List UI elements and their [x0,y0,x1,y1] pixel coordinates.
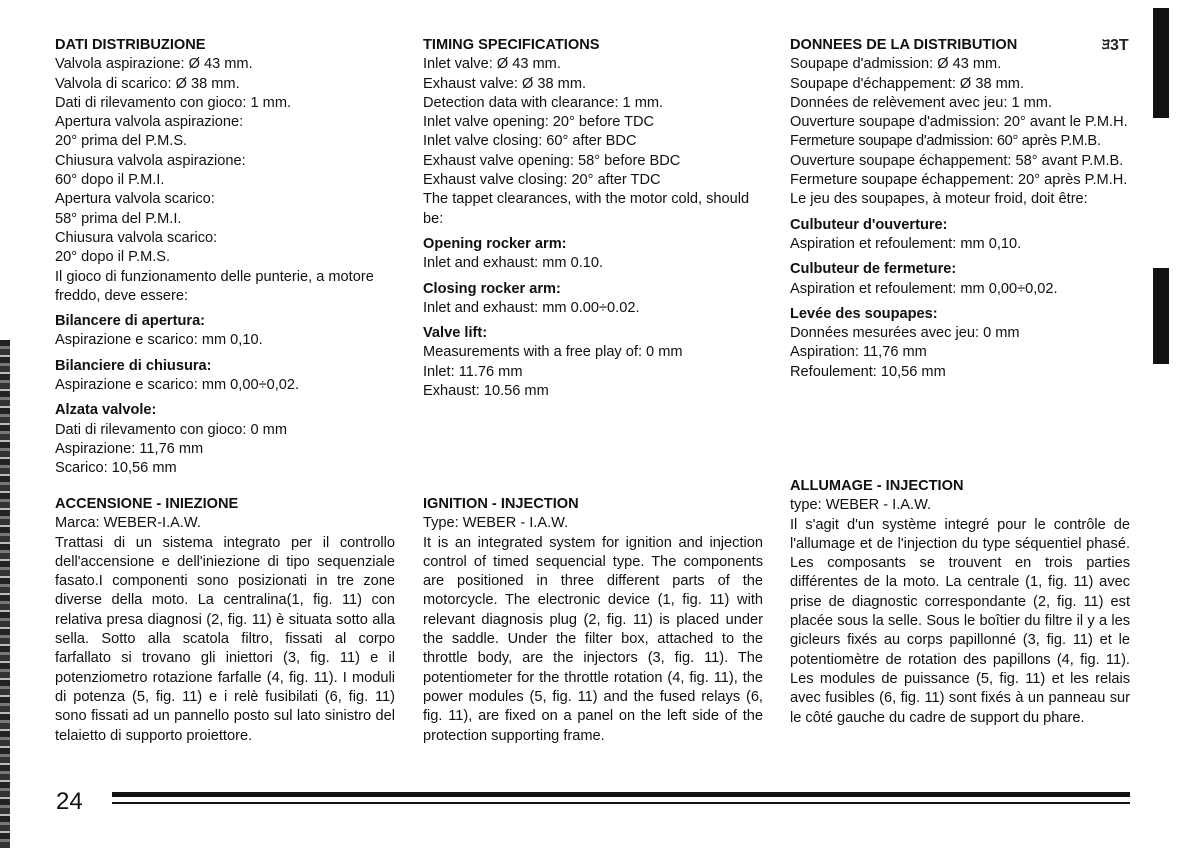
french-timing-line: Fermeture soupape échappement: 20° après P.M.H. [790,172,1128,189]
scan-edge-right-mid [1153,268,1169,364]
italian-valve-lift-line: Dati di rilevamento con gioco: 0 mm [55,421,287,438]
italian-timing-section [55,36,395,479]
scan-edge-left [0,340,10,848]
french-opening-rocker-text: Aspiration et refoulement: mm 0,10. [790,235,1022,252]
italian-timing-title: DATI DISTRIBUZIONE [55,37,206,53]
french-valve-lift-line: Refoulement: 10,56 mm [790,363,946,380]
french-valve-lift-title: Levée des soupapes: [790,305,938,322]
french-opening-rocker-title: Culbuteur d'ouverture: [790,216,948,233]
scan-edge-right-top [1153,8,1169,118]
scan-mark: ﾖ3T [1102,37,1129,54]
italian-valve-lift-line: Scarico: 10,56 mm [55,460,177,477]
french-valve-lift-line: Aspiration: 11,76 mm [790,344,927,361]
english-timing-line: Detection data with clearance: 1 mm. [423,94,664,111]
footer-rule-thin [112,802,1130,804]
french-timing-title: DONNEES DE LA DISTRIBUTION [790,37,1018,53]
french-ignition-section [790,477,1130,728]
italian-timing-line: 20° prima del P.M.S. [55,133,188,150]
french-ignition-type: type: WEBER - I.A.W. [790,497,932,514]
italian-ignition-title: ACCENSIONE - INIEZIONE [55,496,239,512]
italian-timing-line: Apertura valvola aspirazione: [55,114,244,131]
french-timing-line: Le jeu des soupapes, à moteur froid, doit être: [790,191,1088,208]
english-valve-lift-line: Measurements with a free play of: 0 mm [423,344,683,361]
italian-timing-line: Valvola di scarico: Ø 38 mm. [55,75,240,92]
english-closing-rocker-text: Inlet and exhaust: mm 0.00÷0.02. [423,299,640,316]
english-timing-line: Inlet valve opening: 20° before TDC [423,114,655,131]
english-closing-rocker-title: Closing rocker arm: [423,280,561,297]
english-timing-line: The tappet clearances, with the motor cold, should be: [423,191,750,227]
french-ignition-title: ALLUMAGE - INJECTION [790,478,964,494]
italian-ignition-section [55,495,395,746]
english-ignition-type: Type: WEBER - I.A.W. [423,515,569,532]
french-timing-line: Soupape d'admission: Ø 43 mm. [790,56,1002,73]
italian-valve-lift-line: Aspirazione: 11,76 mm [55,440,204,457]
english-ignition-title: IGNITION - INJECTION [423,496,579,512]
italian-timing-line: Il gioco di funzionamento delle punterie, a motore freddo, deve essere: [55,268,374,304]
english-opening-rocker-title: Opening rocker arm: [423,235,567,252]
english-timing-title: TIMING SPECIFICATIONS [423,37,600,53]
english-valve-lift-line: Inlet: 11.76 mm [423,363,523,380]
english-timing-line: Exhaust valve: Ø 38 mm. [423,75,587,92]
english-ignition-section [423,495,763,746]
italian-timing-line: 58° prima del P.M.I. [55,210,182,227]
english-timing-line: Inlet valve closing: 60° after BDC [423,133,637,150]
italian-timing-line: Chiusura valvola scarico: [55,229,218,246]
italian-timing-line: Apertura valvola scarico: [55,191,215,208]
french-timing-line: Données de relèvement avec jeu: 1 mm. [790,94,1053,111]
italian-opening-rocker-text: Aspirazione e scarico: mm 0,10. [55,332,263,349]
english-timing-section [423,36,763,401]
french-closing-rocker-title: Culbuteur de fermeture: [790,261,957,278]
english-opening-rocker-text: Inlet and exhaust: mm 0.10. [423,255,604,272]
french-timing-line: Soupape d'échappement: Ø 38 mm. [790,75,1024,92]
english-timing-line: Inlet valve: Ø 43 mm. [423,56,561,73]
italian-opening-rocker-title: Bilancere di apertura: [55,313,206,330]
italian-timing-line: 60° dopo il P.M.I. [55,172,165,189]
french-valve-lift-line: Données mesurées avec jeu: 0 mm [790,325,1020,342]
italian-closing-rocker-title: Bilanciere di chiusura: [55,357,212,374]
page-number: 24 [56,788,83,815]
french-timing-line: Ouverture soupape échappement: 58° avant P.M.B. [790,152,1124,169]
italian-ignition-type: Marca: WEBER-I.A.W. [55,515,201,532]
italian-timing-line: Dati di rilevamento con gioco: 1 mm. [55,94,292,111]
french-timing-line: Ouverture soupape d'admission: 20° avant le P.M.H. [790,114,1128,131]
french-timing-section [790,36,1130,382]
italian-timing-line: Chiusura valvola aspirazione: [55,152,246,169]
italian-valve-lift-title: Alzata valvole: [55,402,157,419]
footer-rule-thick [112,792,1130,797]
italian-timing-line: Valvola aspirazione: Ø 43 mm. [55,56,253,73]
english-timing-line: Exhaust valve closing: 20° after TDC [423,172,661,189]
english-valve-lift-line: Exhaust: 10.56 mm [423,383,549,400]
english-ignition-body: It is an integrated system for ignition and injection control of timed sequencial type. The components are positioned in three different parts of the motorcycle. The electronic device (1, fig. 11) with relevant diagnosis plug (2, fig. 11) is placed under the saddle. Under the filter box, attached to the throttle body, are the injectors (3, fig. 11). The potentiometer for the throttle rotation (4, fig. 11), the power modules (5, fig. 11) and the fused relays (6, fig. 11), are fixed on a panel on the left side of the protection supporting frame. [423,534,763,744]
french-ignition-body: Il s'agit d'un système integré pour le contrôle de l'allumage et de l'injection du type séquentiel phasé. Les composants se trouvent en trois parties différentes de la moto. La centrale (1, fig. 11) avec prise de diagnostic correspondante (2, fig. 11) est placée sous la selle. Sous le boîtier du filtre il y a les gicleurs fixés au corps papillonné (3, fig. 11) et le potentiomètre de rotation des papillons (4, fig. 11). Les modules de puissance (5, fig. 11) et les relais avec fusibles (6, fig. 11) sont fixés à un panneau sur le côté gauche du cadre de support du phare. [790,516,1130,726]
french-closing-rocker-text: Aspiration et refoulement: mm 0,00÷0,02. [790,280,1058,297]
english-valve-lift-title: Valve lift: [423,325,488,342]
italian-ignition-body: Trattasi di un sistema integrato per il controllo dell'accensione e dell'iniezione di tipo sequenziale fasato.I componenti sono posizionati in tre zone diverse della moto. La centralina(1, fig. 11) con relativa presa diagnosi (2, fig. 11) è situata sotto alla sella. Sotto alla scatola filtro, fissati al corpo farfallato si trovano gli iniettori (3, fig. 11) e il potenziometro rotazione farfalle (4, fig. 11). I moduli di potenza (5, fig. 11) e i relè fusibilati (6, fig. 11) sono fissati ad un pannello posto sul lato sinistro del telaietto di supporto proiettore. [55,534,395,744]
french-timing-line: Fermeture soupape d'admission: 60° après P.M.B. [790,133,1101,150]
italian-timing-line: 20° dopo il P.M.S. [55,249,171,266]
italian-closing-rocker-text: Aspirazione e scarico: mm 0,00÷0,02. [55,377,300,394]
english-timing-line: Exhaust valve opening: 58° before BDC [423,152,681,169]
